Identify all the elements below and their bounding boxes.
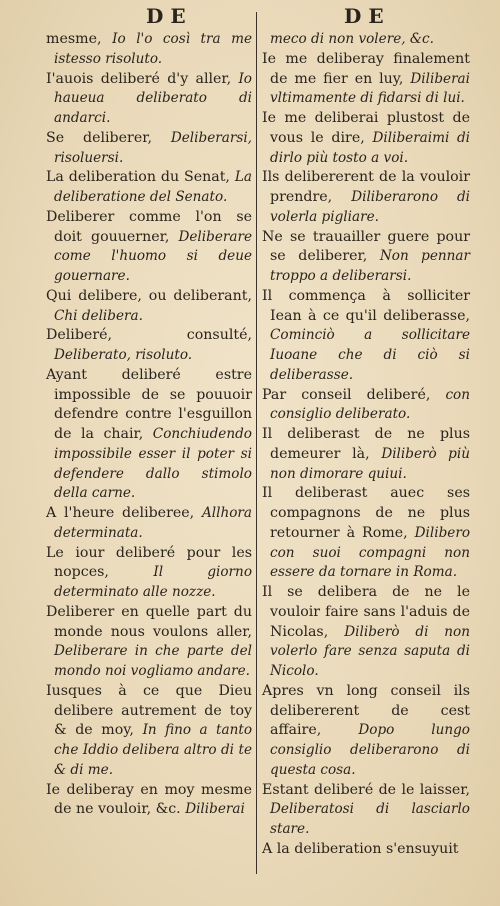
italian-translation: Conchiudendo impossibile esser il poter si defendere dallo stimolo della carne. <box>54 426 252 502</box>
french-phrase: Il deliberast auec ses compagnons de ne plus retourner à Rome, <box>262 485 470 541</box>
dictionary-entry <box>262 50 470 109</box>
french-phrase: Il commença à solliciter Iean à ce qu'il deliberasse, <box>262 287 470 324</box>
dictionary-entry <box>262 840 470 860</box>
italian-translation: Dopo lungo consiglio deliberarono di questa cosa. <box>270 722 470 778</box>
italian-translation: Deliberatosi di lasciarlo stare. <box>270 801 470 837</box>
dictionary-entry <box>46 326 252 366</box>
italian-translation: Il giorno determinato alle nozze. <box>54 564 252 600</box>
italian-translation: Cominciò a sollicitare Iuoane che di ciò si deliberasse. <box>270 327 470 383</box>
left-column <box>46 30 252 820</box>
italian-translation: Allhora determinata. <box>54 505 252 541</box>
italian-translation: Diliberaimi di dirlo più tosto a voi. <box>270 129 470 166</box>
italian-translation: La deliberatione del Senato. <box>54 169 252 205</box>
dictionary-entry <box>46 603 252 682</box>
french-phrase: Deliberer en quelle part du monde nous voulons aller, <box>46 603 252 640</box>
dictionary-entry <box>46 366 252 504</box>
dictionary-entry <box>262 484 470 583</box>
dictionary-entry <box>46 208 252 287</box>
dictionary-entry <box>46 682 252 781</box>
column-divider <box>256 12 257 874</box>
italian-translation: In fino a tanto che Iddio delibera altro di te & di me. <box>54 722 253 778</box>
french-phrase: Ayant deliberé estre impossible de se pouuoir defendre contre l'esguillon de la chair, <box>46 366 252 442</box>
italian-translation: Deliberato, risoluto. <box>54 347 193 363</box>
french-phrase: Le iour deliberé pour les nopces, <box>46 544 252 581</box>
french-phrase: Ne se trauailler guere pour se deliberer, <box>262 228 470 265</box>
dictionary-entry <box>262 425 470 484</box>
dictionary-entry <box>46 287 252 327</box>
french-phrase: Deliberer comme l'on se doit gouuerner, <box>46 208 252 245</box>
french-phrase: A la deliberation s'ensuyuit <box>262 840 459 857</box>
italian-translation: Io haueua deliberato di andarci. <box>54 70 252 126</box>
dictionary-entry <box>262 781 470 840</box>
dictionary-entry <box>46 30 252 70</box>
french-phrase: Estant deliberé de le laisser, <box>262 781 470 798</box>
dictionary-entry <box>262 109 470 168</box>
italian-translation: meco di non volere, &c. <box>270 31 434 47</box>
italian-translation: Non pennar troppo a deliberarsi. <box>270 248 470 284</box>
french-phrase: A l'heure deliberee, <box>46 505 195 521</box>
french-phrase: Ie me deliberai plustost de vous le dire, <box>262 110 470 146</box>
french-phrase: Deliberé, consulté, <box>46 327 252 344</box>
italian-translation: con consiglio deliberato. <box>270 386 470 423</box>
french-phrase: mesme, <box>46 31 102 47</box>
dictionary-entry <box>46 129 252 169</box>
italian-translation: Chi delibera. <box>54 307 143 324</box>
italian-translation: Dilibero con suoi compagni non essere da tornare in Roma. <box>270 524 471 581</box>
dictionary-entry <box>262 30 470 50</box>
french-phrase: Ie deliberay en moy mesme de ne vouloir, &c. <box>46 781 252 818</box>
french-phrase: Il deliberast de ne plus demeurer là, <box>262 426 470 462</box>
dictionary-entry <box>262 386 470 426</box>
italian-translation: Diliberarono di volerla pigliare. <box>270 189 470 225</box>
italian-translation: Deliberare in che parte del mondo noi vogliamo andare. <box>54 643 252 679</box>
italian-translation: Diliberai <box>185 801 245 818</box>
french-phrase: La deliberation du Senat, <box>46 169 230 186</box>
french-phrase: Se deliberer, <box>46 129 152 146</box>
french-phrase: I'auois deliberé d'y aller, <box>46 70 232 87</box>
dictionary-entry <box>46 168 252 208</box>
dictionary-entry <box>46 544 252 603</box>
running-head-right: DE <box>344 4 391 28</box>
french-phrase: Ils delibererent de la vouloir prendre, <box>262 169 470 205</box>
french-phrase: Il se delibera de ne le vouloir faire sans l'aduis de Nicolas, <box>262 584 470 640</box>
dictionary-entry <box>262 682 470 781</box>
dictionary-entry <box>262 168 470 227</box>
french-phrase: Iusques à ce que Dieu delibere autrement de toy & de moy, <box>46 682 252 739</box>
italian-translation: Diliberò di non volerlo fare senza saputa di Nicolo. <box>270 623 470 679</box>
dictionary-entry <box>262 287 470 386</box>
italian-translation: Deliberare come l'huomo si deue gouernare. <box>54 228 253 284</box>
italian-translation: Diliberò più non dimorare quiui. <box>270 445 470 482</box>
dictionary-entry <box>262 583 470 682</box>
dictionary-entry <box>262 228 470 287</box>
french-phrase: Ie me deliberay finalement de me fier en luy, <box>262 50 470 87</box>
dictionary-entry <box>46 781 252 821</box>
dictionary-entry <box>46 504 252 544</box>
french-phrase: Apres vn long conseil ils delibererent de cest affaire, <box>262 682 470 739</box>
italian-translation: Deliberarsi, risoluersi. <box>54 129 252 166</box>
french-phrase: Qui delibere, ou deliberant, <box>46 287 252 304</box>
right-column <box>262 30 470 860</box>
dictionary-entry <box>46 70 252 129</box>
running-head-left: DE <box>146 4 193 28</box>
french-phrase: Par conseil deliberé, <box>262 386 431 403</box>
italian-translation: Diliberai vltimamente di fidarsi di lui. <box>270 70 471 107</box>
italian-translation: Io l'o così tra me istesso risoluto. <box>54 31 253 67</box>
